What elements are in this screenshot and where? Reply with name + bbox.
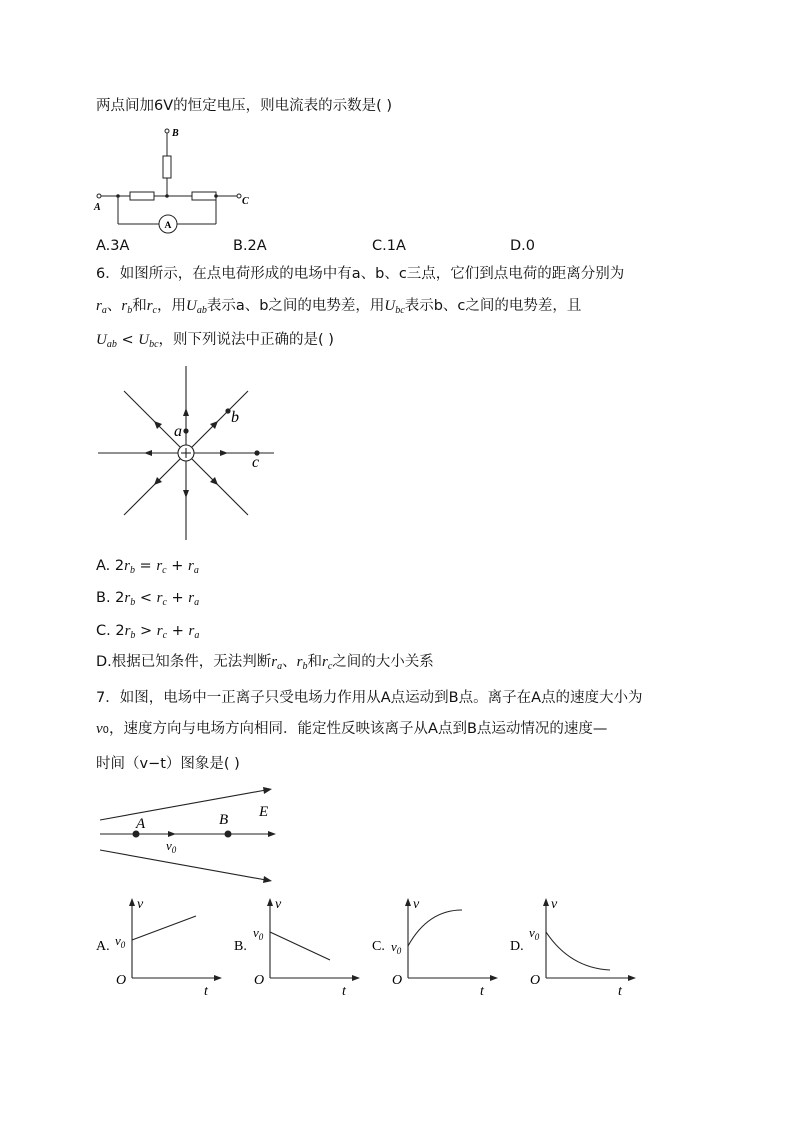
origin-label: O — [254, 973, 265, 988]
q7-line2: v0，速度方向与电场方向相同．能定性反映该离子从A点到B点运动情况的速度— — [96, 721, 608, 737]
t-label: t — [618, 984, 622, 999]
q5-stem: 两点间加6V的恒定电压，则电流表的示数是( ) — [96, 98, 393, 114]
origin-label: O — [392, 973, 403, 988]
t-axis-arrow — [628, 975, 636, 981]
v-label: v — [413, 897, 420, 912]
vt-graph-d — [510, 896, 640, 999]
point-a-label: A — [136, 816, 146, 832]
q6-option-d: D.根据已知条件，无法判断$r_a$、$r_b$和$r_c$之间的大小关系 — [96, 654, 434, 672]
field-diagram — [96, 364, 276, 542]
label-a: A — [94, 202, 101, 213]
vt-graph-c — [372, 896, 502, 999]
label-b: B — [172, 128, 179, 139]
t-label: t — [342, 984, 346, 999]
q6-option-b: B. $2r_b < r_c + r_a$ — [96, 590, 200, 608]
q7-line3: 时间（v−t）图象是( ) — [96, 756, 240, 772]
v-label: v — [275, 897, 282, 912]
t-label: t — [480, 984, 484, 999]
q6-line2: $r_a$、$r_b$和$r_c$，用$U_{ab}$表示a、b之间的电势差，用$U_{bc}$表示b、c之间的电势差，且 — [96, 298, 582, 316]
graph-letter: C. — [372, 939, 385, 954]
v0-tick-label: $v_0$ — [529, 925, 540, 942]
t-axis-arrow — [490, 975, 498, 981]
v-axis-arrow — [405, 898, 411, 906]
field-e-label: E — [259, 804, 269, 820]
q5-option-c: C.1A — [372, 238, 406, 254]
label-c: C — [242, 196, 249, 207]
q7-line1: 7．如图，电场中一正离子只受电场力作用从A点运动到B点。离子在A点的速度大小为 — [96, 690, 643, 706]
ammeter-symbol: A — [164, 221, 172, 231]
point-b-label: B — [219, 812, 229, 828]
v0-tick-label: $v_0$ — [115, 933, 126, 950]
vt-curve — [546, 932, 610, 970]
vt-graph-b — [234, 896, 364, 999]
q6-option-c: C. $2r_b > r_c + r_a$ — [96, 623, 200, 641]
q6-option-a: A. $2r_b = r_c + r_a$ — [96, 558, 199, 576]
circuit-diagram — [92, 124, 262, 236]
v0-tick-label: $v_0$ — [391, 939, 402, 956]
origin-label: O — [116, 973, 127, 988]
v-label: v — [551, 897, 558, 912]
v0-label: $v_0$ — [166, 838, 177, 855]
graph-letter: D. — [510, 939, 524, 954]
origin-label: O — [530, 973, 541, 988]
vt-curve — [132, 916, 196, 940]
vt-graph-a — [96, 896, 226, 999]
q5-option-a: A.3A — [96, 238, 130, 254]
graph-letter: B. — [234, 939, 247, 954]
field-lines-figure — [96, 786, 286, 886]
vt-curve — [408, 910, 462, 946]
t-axis-arrow — [352, 975, 360, 981]
v-axis-arrow — [129, 898, 135, 906]
field-label-a: a — [174, 423, 182, 440]
q5-option-b: B.2A — [233, 238, 267, 254]
q5-option-d: D.0 — [510, 238, 535, 254]
v-axis-arrow — [543, 898, 549, 906]
t-axis-arrow — [214, 975, 222, 981]
v0-tick-label: $v_0$ — [253, 925, 264, 942]
vt-curve — [270, 932, 330, 960]
graph-letter: A. — [96, 939, 110, 954]
field-label-c: c — [252, 454, 260, 471]
field-label-b: b — [231, 409, 239, 426]
q6-line1: 6．如图所示，在点电荷形成的电场中有a、b、c三点，它们到点电荷的距离分别为 — [96, 266, 625, 282]
q6-line3: $U_{ab} < U_{bc}$，则下列说法中正确的是( ) — [96, 332, 334, 350]
t-label: t — [204, 984, 208, 999]
v-axis-arrow — [267, 898, 273, 906]
v-label: v — [137, 897, 144, 912]
